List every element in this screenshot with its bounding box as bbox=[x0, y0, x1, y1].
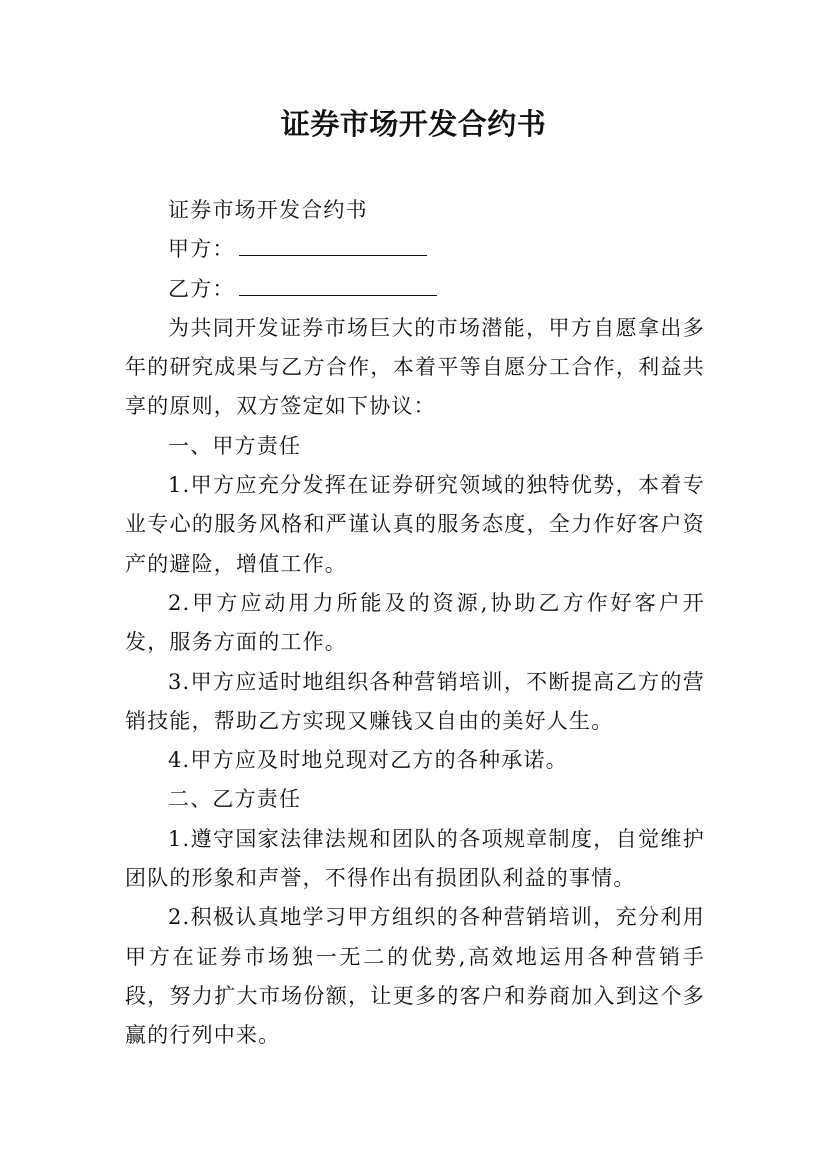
section-2-item: 2.积极认真地学习甲方组织的各种营销培训，充分利用甲方在证券市场独一无二的优势,高效地运用各种营销手段，努力扩大市场份额，让更多的客户和券商加入到这个多赢的行列中来。 bbox=[125, 905, 705, 1048]
party-b-line bbox=[125, 270, 705, 309]
section-1-item: 3.甲方应适时地组织各种营销培训，不断提高乙方的营销技能，帮助乙方实现又赚钱又自由的美好人生。 bbox=[125, 669, 705, 733]
subtitle-line: 证券市场开发合约书 bbox=[168, 198, 368, 222]
party-b-blank bbox=[239, 270, 437, 296]
document-body bbox=[125, 191, 705, 1056]
section-2-item: 1.遵守国家法律法规和团队的各项规章制度，自觉维护团队的形象和声誉，不得作出有损团队利益的事情。 bbox=[125, 826, 705, 891]
section-2-heading: 二、乙方责任 bbox=[168, 787, 302, 812]
intro-paragraph: 为共同开发证券市场巨大的市场潜能，甲方自愿拿出多年的研究成果与乙方合作，本着平等自愿分工合作，利益共享的原则，双方签定如下协议： bbox=[125, 315, 705, 419]
party-a-label: 甲方： bbox=[168, 237, 235, 262]
party-a-blank bbox=[239, 230, 427, 256]
section-1-item: 2.甲方应动用力所能及的资源,协助乙方作好客户开发，服务方面的工作。 bbox=[125, 590, 705, 655]
party-b-label: 乙方： bbox=[168, 276, 235, 301]
party-a-line bbox=[125, 230, 705, 269]
section-1-item: 1.甲方应充分发挥在证券研究领域的独特优势，本着专业专心的服务风格和严谨认真的服务态度，全力作好客户资产的避险，增值工作。 bbox=[125, 473, 705, 576]
section-1-heading: 一、甲方责任 bbox=[168, 433, 302, 458]
document-title: 证券市场开发合约书 bbox=[280, 107, 547, 141]
section-1-item: 4.甲方应及时地兑现对乙方的各种承诺。 bbox=[168, 748, 568, 773]
